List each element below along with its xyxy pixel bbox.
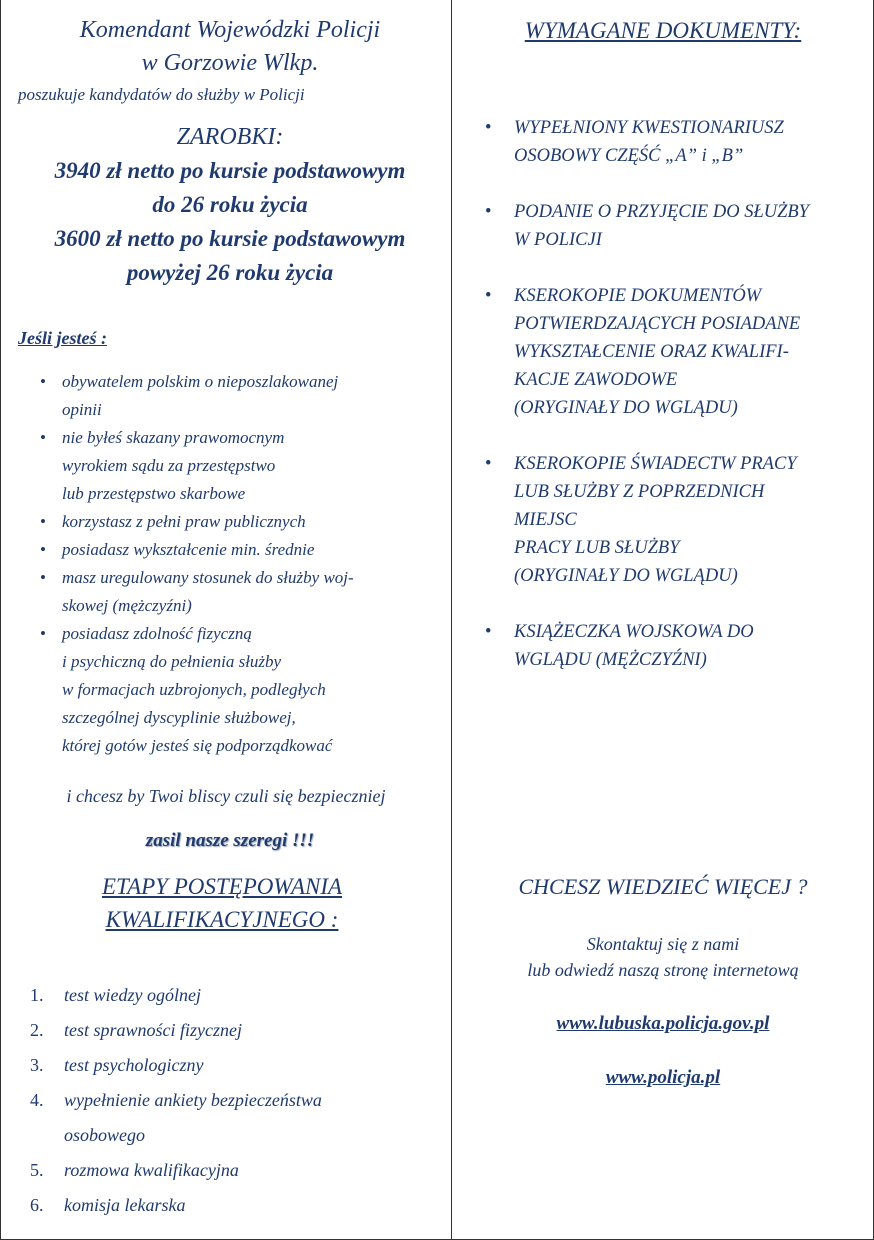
stage-number: 5. [30,1160,44,1180]
header-line-2: w Gorzowie Wlkp. [141,50,319,76]
requirement-item [4,424,450,508]
website-link-lubuska[interactable]: www.lubuska.policja.gov.pl [556,1013,770,1034]
documents-list [452,114,874,702]
requirement-line: • posiadasz wykształcenie min. średnie [62,540,315,559]
earnings-line-4: powyżej 26 roku życia [126,260,334,285]
document-line: MIEJSC [514,510,577,530]
contact-line-2: lub odwiedź naszą stronę internetową [527,960,799,980]
document-item [452,618,874,674]
document-item [452,198,874,254]
requirement-item [4,564,450,620]
requirement-line: lub przestępstwo skarbowe [62,484,246,503]
document-line: KACJE ZAWODOWE [514,370,678,390]
requirements-list [4,368,450,760]
requirement-item [4,508,450,536]
stage-text: test psychologiczny [64,1055,204,1075]
stages-title-line-2: KWALIFIKACYJNEGO : [105,907,339,932]
stage-text: test sprawności fizycznej [64,1020,242,1040]
requirement-line: opinii [62,400,102,419]
stage-item [0,1048,450,1083]
document-line: PRACY LUB SŁUŻBY [514,538,680,558]
closing-line: i chcesz by Twoi bliscy czuli się bezpieczniej [66,786,386,806]
document-line: • KSEROKOPIE ŚWIADECTW PRACY [514,454,797,474]
website-link-policja[interactable]: www.policja.pl [605,1067,721,1088]
stage-number: 4. [30,1090,44,1110]
more-info-title: CHCESZ WIEDZIEĆ WIĘCEJ ? [518,874,808,899]
header-subline: poszukuje kandydatów do służby w Policji [18,85,305,104]
document-line: • WYPEŁNIONY KWESTIONARIUSZ [514,118,784,138]
document-line: (ORYGINAŁY DO WGLĄDU) [514,398,738,418]
document-item [452,450,874,590]
requirement-line: • obywatelem polskim o nieposzlakowanej [62,372,339,391]
requirement-line: skowej (mężczyźni) [62,596,192,615]
documents-title: WYMAGANE DOKUMENTY: [524,18,802,43]
requirement-line: • posiadasz zdolność fizyczną [62,624,252,643]
stage-item [0,978,450,1013]
stage-item [0,1083,450,1153]
header-line-1: Komendant Wojewódzki Policji [79,17,381,43]
contact-line-1: Skontaktuj się z nami [586,934,740,954]
document-line: • KSIĄŻECZKA WOJSKOWA DO [514,622,754,642]
stage-text: komisja lekarska [64,1195,186,1215]
document-line: LUB SŁUŻBY Z POPRZEDNICH [514,482,765,502]
stage-number: 3. [30,1055,44,1075]
call-to-action: zasil nasze szeregi !!! [145,830,315,851]
document-line: WGLĄDU (MĘŻCZYŹNI) [514,650,707,670]
stages-title-line-1: ETAPY POSTĘPOWANIA [101,874,343,899]
earnings-line-2: do 26 roku życia [152,192,308,217]
requirement-line: w formacjach uzbrojonych, podległych [62,680,326,699]
more-info-block [452,870,874,1089]
document-line: OSOBOWY CZĘŚĆ „A” i „B” [514,146,744,166]
requirement-item [4,536,450,564]
stage-text: test wiedzy ogólnej [64,985,201,1005]
stage-item [0,1153,450,1188]
stage-number: 2. [30,1020,44,1040]
document-line: POTWIERDZAJĄCYCH POSIADANE [514,314,801,334]
earnings-line-3: 3600 zł netto po kursie podstawowym [54,226,406,251]
earnings-label: ZAROBKI: [176,124,284,150]
earnings-block [8,120,452,290]
requirement-line: szczególnej dyscyplinie służbowej, [62,708,296,727]
stage-item [0,1013,450,1048]
document-line: W POLICJI [514,230,602,250]
requirement-line: wyrokiem sądu za przestępstwo [62,456,276,475]
stage-number: 6. [30,1195,44,1215]
document-line: • PODANIE O PRZYJĘCIE DO SŁUŻBY [514,202,809,222]
stages-list [0,978,450,1223]
stage-text: osobowego [64,1125,145,1145]
requirement-item [4,620,450,760]
if-you-are-heading: Jeśli jesteś : [18,328,107,348]
stages-title [10,870,434,936]
document-item [452,114,874,170]
requirement-line: i psychiczną do pełnienia służby [62,652,282,671]
requirement-line: której gotów jesteś się podporządkować [62,736,333,755]
requirement-item [4,368,450,424]
stage-number: 1. [30,985,44,1005]
stage-text: rozmowa kwalifikacyjna [64,1160,239,1180]
requirement-line: • nie byłeś skazany prawomocnym [62,428,285,447]
earnings-line-1: 3940 zł netto po kursie podstawowym [54,158,406,183]
header-title [10,14,450,80]
document-line: WYKSZTAŁCENIE ORAZ KWALIFI- [514,342,789,362]
document-item [452,282,874,422]
requirement-line: • korzystasz z pełni praw publicznych [62,512,306,531]
requirement-line: • masz uregulowany stosunek do służby woj- [62,568,354,587]
document-line: • KSEROKOPIE DOKUMENTÓW [514,286,762,306]
stage-text: wypełnienie ankiety bezpieczeństwa [64,1090,322,1110]
document-line: (ORYGINAŁY DO WGLĄDU) [514,566,738,586]
stage-item [0,1188,450,1223]
